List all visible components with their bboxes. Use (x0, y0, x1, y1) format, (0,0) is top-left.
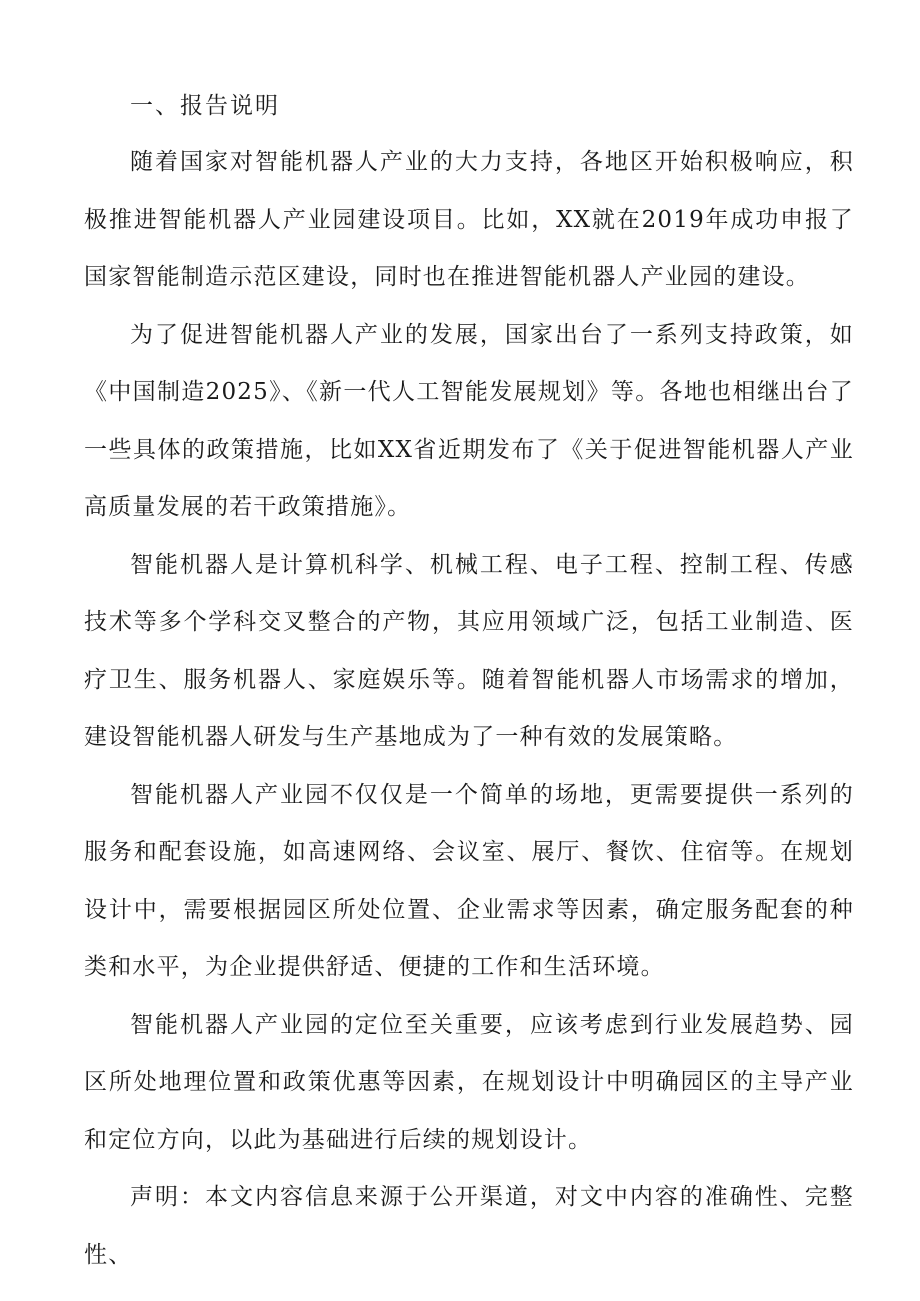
disclaimer-paragraph: 声明：本文内容信息来源于公开渠道，对文中内容的准确性、完整性、 (84, 1184, 854, 1268)
document-page (84, 78, 854, 1284)
paragraph-5: 智能机器人产业园的定位至关重要，应该考虑到行业发展趋势、园区所处地理位置和政策优惠等因素，在规划设计中明确园区的主导产业和定位方向，以此为基础进行后续的规划设计。 (84, 1011, 854, 1153)
section-heading: 一、报告说明 (130, 93, 280, 119)
paragraph-2: 为了促进智能机器人产业的发展，国家出台了一系列支持政策，如《中国制造2025》、《新一代人工智能发展规划》等。各地也相继出台了一些具体的政策措施，比如XX省近期发布了《关于促进智能机器人产业高质量发展的若干政策措施》。 (84, 321, 854, 520)
paragraph-3: 智能机器人是计算机科学、机械工程、电子工程、控制工程、传感技术等多个学科交叉整合的产物，其应用领域广泛，包括工业制造、医疗卫生、服务机器人、家庭娱乐等。随着智能机器人市场需求的增加，建设智能机器人研发与生产基地成为了一种有效的发展策略。 (84, 551, 854, 750)
paragraph-4: 智能机器人产业园不仅仅是一个简单的场地，更需要提供一系列的服务和配套设施，如高速网络、会议室、展厅、餐饮、住宿等。在规划设计中，需要根据园区所处位置、企业需求等因素，确定服务配套的种类和水平，为企业提供舒适、便捷的工作和生活环境。 (84, 781, 854, 980)
paragraph-1: 随着国家对智能机器人产业的大力支持，各地区开始积极响应，积极推进智能机器人产业园建设项目。比如，XX就在2019年成功申报了国家智能制造示范区建设，同时也在推进智能机器人产业园的建设。 (84, 149, 854, 290)
